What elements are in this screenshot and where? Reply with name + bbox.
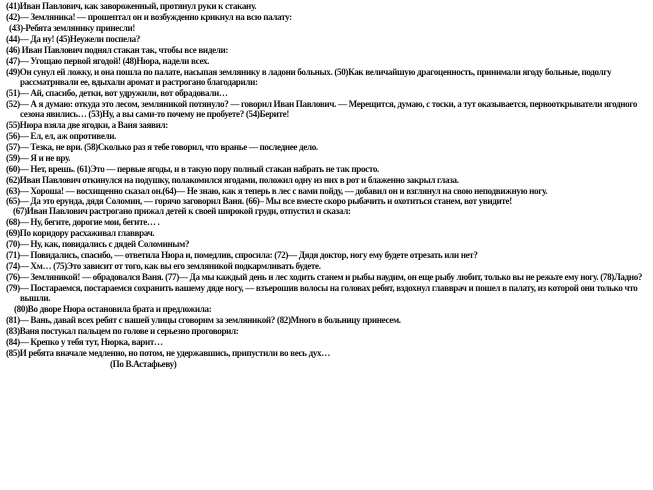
line-60-61: (60)— Нет, врешь. (61)Это — первые ягоды, и в такую пору полный стакан набрать не так просто. [6,163,379,174]
line-47-48: (47)— Угощаю первой ягодой! (48)Нюра, надели всех. [6,56,210,66]
line-71-72: (71)— Повидались, спасибо, — ответила Нюра и, помедлив, спросила: (72)— Дядя доктор, ногу ему будете отрезать или нет? [6,250,478,261]
paragraph-52-54: (52)— А я думаю: откуда это лесом, земляникой потянуло? — говорил Иван Павлович. — Мерещится, думаю, с тоски, а тут оказывается, первооткрыватели ягодного сезона явились… (53)Ну, а вы сами-то почему не пробуете? (54)Берите! [6,98,638,120]
line-83: (83)Ваня постукал пальцем по голове и серьезно проговорил: [6,325,239,336]
line-55: (55)Нюра взяла две ягодки, а Ваня заявил: [6,119,168,130]
author-attribution: (По В.Астафьеву) [110,358,177,369]
paragraph-65-66: (65)— Да это ерунда, дядя Соломин, — горячо заговорил Ваня. (66)– Мы все вместе скоро рыбачить и охотиться станем, вот увидите! [6,196,512,207]
line-80: (80)Во дворе Нюра остановила брата и предложила: [14,303,212,314]
line-43: (43)-Ребята землянику принесли! [9,23,136,33]
line-68: (68)— Ну, бегите, дорогие мои, бегите… . [6,217,160,228]
line-81-82: (81)— Вань, давай всех ребят с нашей улицы сговорим за земляникой? (82)Много в больницу принесем. [6,314,401,325]
line-62: (62)Иван Павлович откинулся на подушку, полакомился ягодами, положил одну из них в рот и блаженно закрыл глаза. [6,174,459,185]
paragraph-63-64: (63)— Хороша! — восхищенно сказал он.(64)— Не знаю, как я теперь в лес с вами пойду, — добавил он и взглянул на свою неподвижную ногу. [6,185,548,196]
line-70: (70)— Ну, как, повидались с дядей Соломиным? [6,239,190,250]
line-84: (84)— Крепко у тебя тут, Нюрка, варит… [6,336,163,347]
line-74-75: (74)— Хм… (75)Это зависит от того, как вы его земляникой подкармливать будете. [6,261,321,272]
line-41: (41)Иван Павлович, как завороженный, протянул руки к стакану. [6,1,257,11]
paragraph-79: (79)— Постараемся, постараемся сохранить вашему дяде ногу, — взъерошив волосы на головах ребят, вздохнул главврач и пошел в палату, из которой они только что вышли. [6,282,638,304]
line-67: (67)Иван Павлович растрогано прижал детей к своей широкой груди, отпустил и сказал: [13,206,351,217]
line-46: (46) Иван Павлович поднял стакан так, чтобы все видели: [6,45,229,55]
line-42: (42)— Земляника! — прошептал он и возбужденно крикнул на всю палату: [6,12,292,22]
line-56: (56)— Ел, ел, аж опротивели. [6,130,117,141]
document-page [6,1,649,370]
paragraph-49-50: (49)Он сунул ей ложку, и она пошла по палате, насыпая землянику в ладони больных. (50)Как величайшую драгоценность, принимали ягоду больные, подолгу рассматривали ее, вдыхали аромат и растрогано благодарили: [6,67,612,88]
line-44-45: (44)— Да ну! (45)Неужели поспела? [6,34,141,44]
paragraph-76-78: (76)— Земляникой! — обрадовался Ваня. (77)— Да мы каждый день и лес ходить станем и рыбы наудим, он еще рыбу любит, только вы не режьте ему ногу. (78)Ладно? [6,272,643,283]
line-69: (69)По коридору расхаживал главврач. [6,228,155,239]
line-85: (85)И ребята вначале медленно, но потом, не удержавшись, припустили во весь дух… [6,347,330,358]
line-59: (59)— Я и не вру. [6,152,71,163]
line-51: (51)— Ай, спасибо, детки, вот удружили, вот обрадовали… [6,87,228,98]
line-57-58: (57)— Тезка, не ври. (58)Сколько раз я тебе говорил, что вранье — последнее дело. [6,141,318,152]
